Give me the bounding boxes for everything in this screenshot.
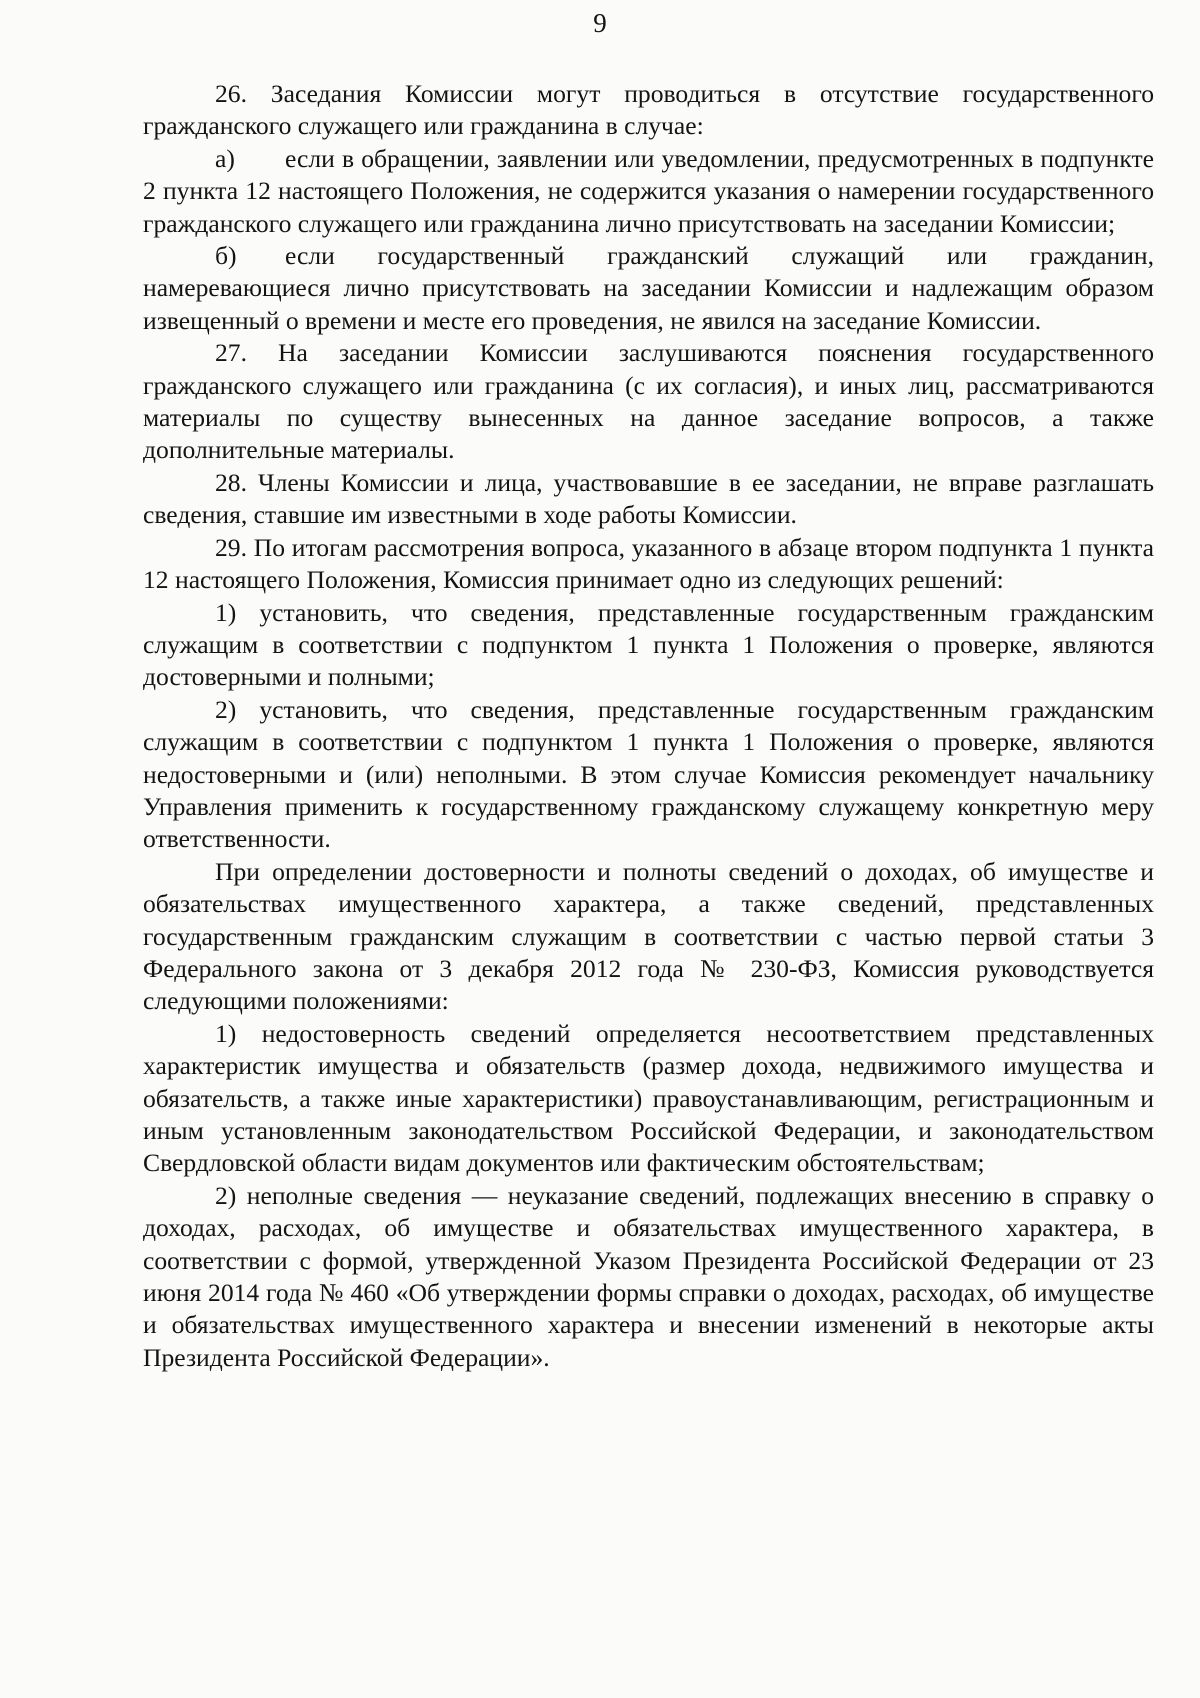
paragraph-28: 28. Члены Комиссии и лица, участвовавшие в ее заседании, не вправе разглашать сведения, ставшие им известными в ходе работы Комиссии.: [143, 467, 1154, 530]
subitem-a-text: если в обращении, заявлении или уведомлении, предусмотренных в подпункте 2 пункта 12 настоящего Положения, не содержится указания о намерении государственного гражданского служащего или гражданина лично присутствовать на заседании Комиссии;: [143, 143, 1154, 238]
subitem-b-text: если государственный гражданский служащий или гражданин, намеревающиеся лично присутствовать на заседании Комиссии и надлежащим образом извещенный о времени и месте его проведения, не явился на заседание Комиссии.: [143, 241, 1154, 335]
subitem-a: [143, 143, 1154, 240]
paragraph-26: 26. Заседания Комиссии могут проводиться в отсутствие государственного гражданского служащего или гражданина в случае:: [143, 79, 1154, 141]
subitem-b: [143, 240, 1154, 337]
paragraph-29: 29. По итогам рассмотрения вопроса, указанного в абзаце втором подпункта 1 пункта 12 настоящего Положения, Комиссия принимает одно из следующих решений:: [143, 532, 1154, 595]
paragraph-27: 27. На заседании Комиссии заслушиваются пояснения государственного гражданского служащего или гражданина (с их согласия), и иных лиц, рассматриваются материалы по существу вынесенных на данное заседание вопросов, а также дополнительные материалы.: [143, 338, 1154, 465]
document-body: [143, 78, 1154, 1374]
criterion-1: 1) недостоверность сведений определяется несоответствием представленных характеристик имущества и обязательств (размер дохода, недвижимого имущества и обязательств, а также иные характеристики) правоустанавливающим, регистрационным и иным установленным законодательством Российской Федерации, и законодательством Свердловской области видам документов или фактическим обстоятельствам;: [143, 1018, 1154, 1178]
paragraph-criteria-intro: При определении достоверности и полноты сведений о доходах, об имуществе и обязательствах имущественного характера, а также сведений, представленных государственным гражданским служащим в соответствии с частью первой статьи 3 Федерального закона от 3 декабря 2012 года № 230-ФЗ, Комиссия руководствуется следующими положениями:: [143, 856, 1154, 1016]
subitem-marker: б): [215, 241, 237, 271]
subitem-marker: а): [215, 143, 235, 173]
criterion-2: 2) неполные сведения — неуказание сведений, подлежащих внесению в справку о доходах, расходах, об имуществе и обязательствах имущественного характера, в соответствии с формой, утвержденной Указом Президента Российской Федерации от 23 июня 2014 года № 460 «Об утверждении формы справки о доходах, расходах, об имуществе и обязательствах имущественного характера и внесении изменений в некоторые акты Президента Российской Федерации».: [143, 1180, 1154, 1372]
page-number: 9: [593, 8, 607, 38]
decision-option-1: 1) установить, что сведения, представленные государственным гражданским служащим в соответствии с подпунктом 1 пункта 1 Положения о проверке, являются достоверными и полными;: [143, 597, 1154, 692]
decision-option-2: 2) установить, что сведения, представленные государственным гражданским служащим в соответствии с подпунктом 1 пункта 1 Положения о проверке, являются недостоверными и (или) неполными. В этом случае Комиссия рекомендует начальнику Управления применить к государственному гражданскому служащему конкретную меру ответственности.: [143, 694, 1154, 854]
